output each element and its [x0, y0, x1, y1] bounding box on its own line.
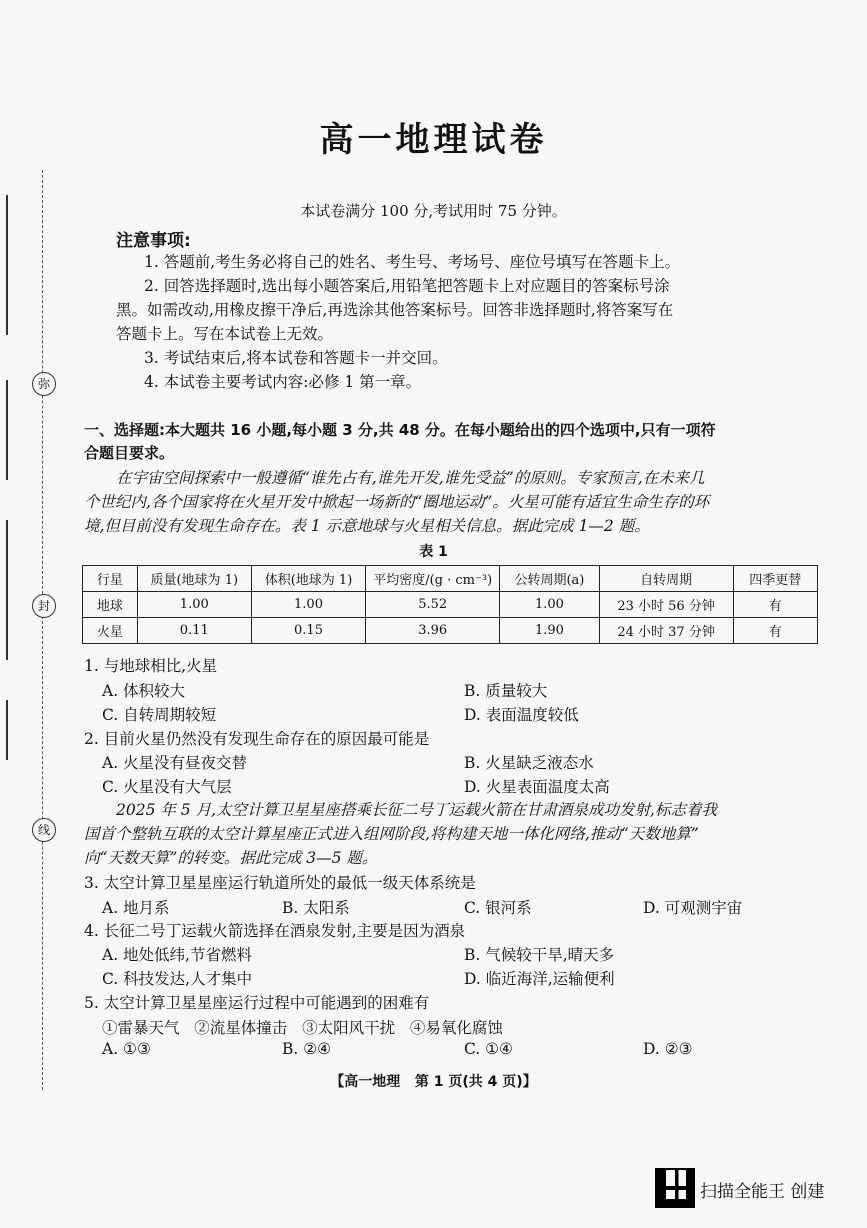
table-row: [83, 618, 818, 644]
option-c: C. ①④: [464, 1040, 513, 1058]
option-b: B. 太阳系: [282, 899, 350, 917]
option-b: B. ②④: [282, 1040, 332, 1058]
table-header-cell: 平均密度/(g · cm⁻³): [366, 566, 500, 592]
table-cell: 1.00: [251, 592, 365, 618]
binding-line: [6, 700, 8, 760]
question-stem: 5. 太空计算卫星星座运行过程中可能遇到的困难有: [84, 994, 430, 1012]
passage-line: 向“天数天算”的转变。据此完成 3—5 题。: [84, 849, 378, 867]
table-row: [83, 592, 818, 618]
seal-mark: 线: [32, 818, 56, 842]
option-b: B. 质量较大: [464, 682, 548, 700]
notice-item: 答题卡上。写在本试卷上无效。: [116, 325, 334, 343]
table-cell: 0.11: [137, 618, 251, 644]
notice-item: 3. 考试结束后,将本试卷和答题卡一并交回。: [144, 349, 448, 367]
table-cell: 1.00: [137, 592, 251, 618]
page-title: 高一地理试卷: [319, 120, 548, 160]
table-header-cell: 质量(地球为 1): [137, 566, 251, 592]
option-c: C. 科技发达,人才集中: [102, 970, 253, 988]
option-d: D. ②③: [643, 1040, 693, 1058]
question-stem: 4. 长征二号丁运载火箭选择在酒泉发射,主要是因为酒泉: [84, 922, 466, 940]
passage-line: 在宇宙空间探索中一般遵循“谁先占有,谁先开发,谁先受益”的原则。专家预言,在未来几: [116, 469, 705, 487]
section-heading: 一、选择题:本大题共 16 小题,每小题 3 分,共 48 分。在每小题给出的四个选项中,只有一项符: [84, 421, 716, 439]
option-a: A. 地月系: [102, 899, 170, 917]
option-d: D. 可观测宇宙: [643, 899, 743, 917]
notice-heading: 注意事项:: [116, 231, 191, 251]
seal-mark: 弥: [32, 372, 56, 396]
option-a: A. ①③: [102, 1040, 151, 1058]
exam-info: 本试卷满分 100 分,考试用时 75 分钟。: [300, 202, 567, 220]
table-cell: 1.90: [500, 618, 599, 644]
option-a: A. 体积较大: [102, 682, 186, 700]
table-header-cell: 体积(地球为 1): [251, 566, 365, 592]
question-stem: 1. 与地球相比,火星: [84, 657, 218, 675]
table-cell: 有: [733, 592, 817, 618]
seal-mark: 封: [32, 594, 56, 618]
passage-line: 境,但目前没有发现生命存在。表 1 示意地球与火星相关信息。据此完成 1—2 题。: [84, 517, 650, 535]
table-header-cell: 自转周期: [599, 566, 733, 592]
option-d: D. 表面温度较低: [464, 706, 579, 724]
option-d: D. 火星表面温度太高: [464, 778, 610, 796]
binding-line: [6, 380, 8, 480]
table-header-cell: 四季更替: [733, 566, 817, 592]
notice-item: 2. 回答选择题时,选出每小题答案后,用铅笔把答题卡上对应题目的答案标号涂: [144, 277, 670, 295]
question-items: ①雷暴天气 ②流星体撞击 ③太阳风干扰 ④易氧化腐蚀: [102, 1019, 503, 1037]
table-cell: 23 小时 56 分钟: [599, 592, 733, 618]
scanner-watermark: 扫描全能王 创建: [700, 1182, 825, 1202]
notice-item: 4. 本试卷主要考试内容:必修 1 第一章。: [144, 373, 422, 391]
option-c: C. 自转周期较短: [102, 706, 217, 724]
option-a: A. 地处低纬,节省燃料: [102, 946, 252, 964]
table-cell: 24 小时 37 分钟: [599, 618, 733, 644]
option-d: D. 临近海洋,运输便利: [464, 970, 615, 988]
option-c: C. 火星没有大气层: [102, 778, 232, 796]
seal-dashed-line: [42, 170, 43, 1090]
notice-item: 黑。如需改动,用橡皮擦干净后,再选涂其他答案标号。回答非选择题时,将答案写在: [116, 301, 674, 319]
option-c: C. 银河系: [464, 899, 532, 917]
passage-line: 国首个整轨互联的太空计算星座正式进入组网阶段,将构建天地一体化网络,推动“天数地算”: [84, 825, 699, 843]
table-cell: 火星: [83, 618, 138, 644]
section-heading: 合题目要求。: [84, 444, 175, 462]
passage-line: 个世纪内,各个国家将在火星开发中掀起一场新的“圈地运动”。火星可能有适宜生命生存的环: [84, 493, 710, 511]
table-cell: 有: [733, 618, 817, 644]
table-cell: 1.00: [500, 592, 599, 618]
table-cell: 地球: [83, 592, 138, 618]
option-b: B. 气候较干旱,晴天多: [464, 946, 615, 964]
notice-item: 1. 答题前,考生务必将自己的姓名、考生号、考场号、座位号填写在答题卡上。: [144, 253, 681, 271]
question-stem: 3. 太空计算卫星星座运行轨道所处的最低一级天体系统是: [84, 874, 476, 892]
table-cell: 3.96: [366, 618, 500, 644]
table-header-row: [83, 566, 818, 592]
table-cell: 0.15: [251, 618, 365, 644]
option-b: B. 火星缺乏液态水: [464, 754, 594, 772]
planet-table: [82, 565, 818, 644]
option-a: A. 火星没有昼夜交替: [102, 754, 248, 772]
table-caption: 表 1: [419, 544, 448, 560]
question-stem: 2. 目前火星仍然没有发现生命存在的原因最可能是: [84, 730, 430, 748]
table-header-cell: 公转周期(a): [500, 566, 599, 592]
table-cell: 5.52: [366, 592, 500, 618]
table-header-cell: 行星: [83, 566, 138, 592]
page-footer: 【高一地理 第 1 页(共 4 页)】: [330, 1074, 537, 1090]
qr-code-icon: [655, 1168, 695, 1208]
passage-line: 2025 年 5 月,太空计算卫星星座搭乘长征二号丁运载火箭在甘肃酒泉成功发射,标志着我: [116, 801, 717, 819]
